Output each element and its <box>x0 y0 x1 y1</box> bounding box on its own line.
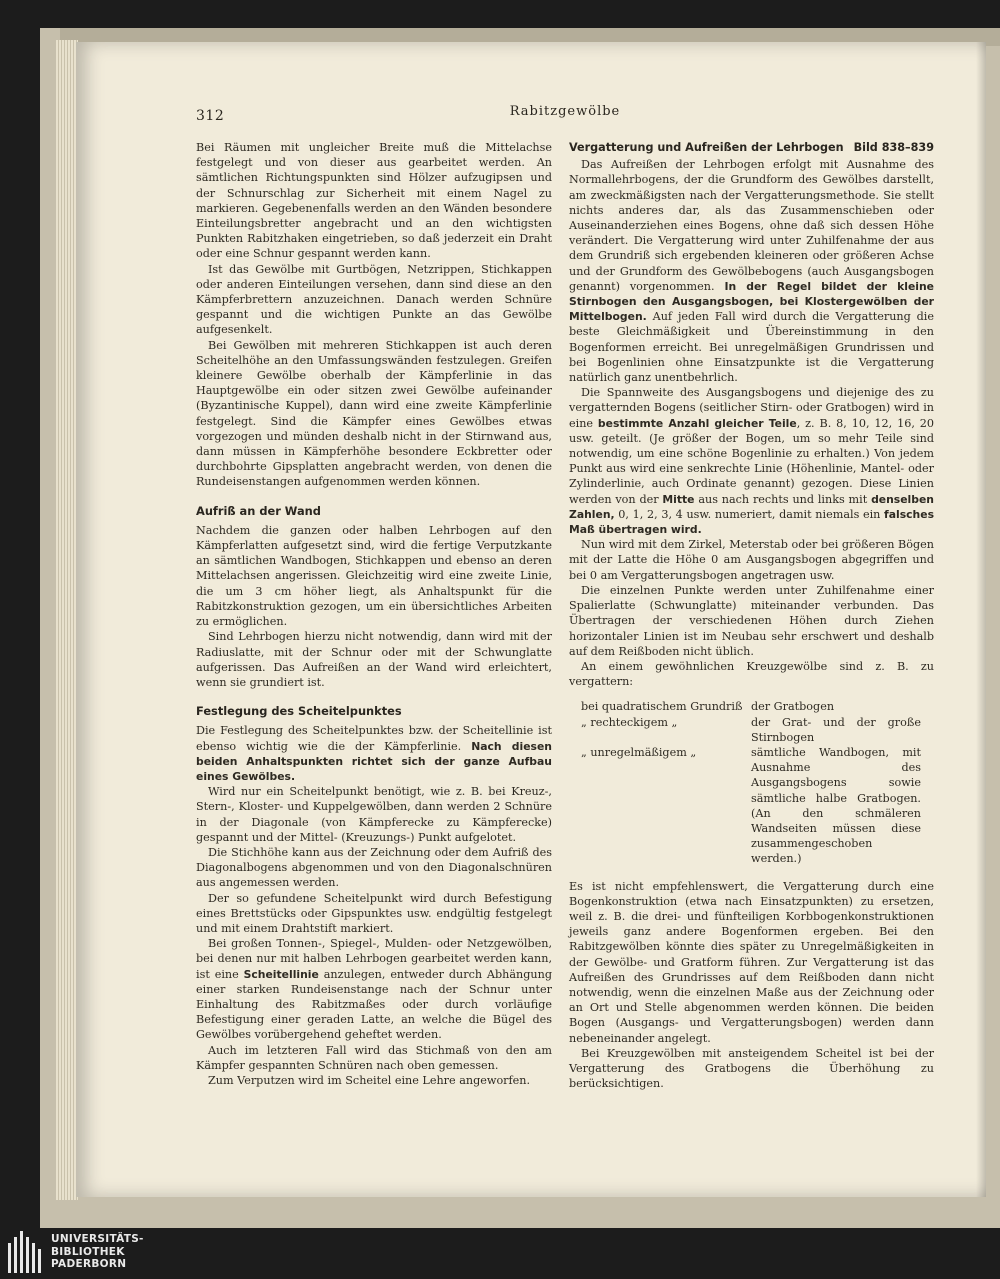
bold-text: In der Regel bildet der kleine Stirnbogen den Ausgangsbogen, bei Klostergewölben der Mittelbogen. <box>569 279 934 324</box>
paragraph: Sind Lehrbogen hierzu nicht notwendig, dann wird mit der Radiuslatte, mit der Schnur oder mit der Schwunglatte aufgerissen. Das Aufreißen an der Wand wird erleichtert, wenn sie grundiert ist. <box>196 630 552 689</box>
logo-line: UNIVERSITÄTS- <box>51 1233 144 1245</box>
paragraph: Ist das Gewölbe mit Gurtbögen, Netzrippen, Stichkappen oder anderen Einteilungen versehen, dann sind diese an den Kämpferbrettern anzuzeichnen. Danach werden Schnüre gespannt und die wichtigen Punkte an das Gewölbe aufgesenkelt. <box>196 262 552 337</box>
library-logo-text <box>51 1233 144 1271</box>
vergatterung-list <box>581 699 921 866</box>
paragraph: An einem gewöhnlichen Kreuzgewölbe sind z. B. zu vergattern: <box>569 659 934 689</box>
section-heading: Vergatterung und Aufreißen der Lehrbogen <box>569 141 844 154</box>
paragraph: Der so gefundene Scheitelpunkt wird durch Befestigung eines Brettstücks oder Gipspunktes usw. endgültig festgelegt und mit einem Drahtstift markiert. <box>196 891 552 935</box>
list-value: der Gratbogen <box>751 700 835 714</box>
paragraph: Zum Verputzen wird im Scheitel eine Lehre angeworfen. <box>208 1073 531 1087</box>
section-heading: Aufriß an der Wand <box>196 503 321 518</box>
paragraph <box>569 157 934 385</box>
text-run: , z. B. 8, 10, 12, 16, 20 usw. geteilt. (Je größer der Bogen, um so mehr Teile sind notwendig, um eine schöne Bogenlinie zu erhalten.) Von jedem Punkt aus wird eine senkrechte Linie (Höhenlinie, Mantel- oder Zylinderlinie, auch Ordinate genannt) gezogen. Diese Linien werden von der <box>569 416 935 506</box>
library-logo <box>6 1231 146 1275</box>
list-label: „ rechteckigem „ <box>581 715 678 729</box>
text-run: Die Festlegung des Scheitelpunktes bzw. der Scheitellinie ist ebenso wichtig wie die der Kämpferlinie. <box>196 724 552 753</box>
list-label: bei quadratischem Grundriß <box>581 700 743 714</box>
list-item <box>581 745 921 867</box>
paragraph <box>196 936 552 1042</box>
section-heading-row <box>569 140 934 155</box>
bold-text: denselben Zahlen, <box>569 492 934 521</box>
paragraph: Es ist nicht empfehlenswert, die Vergatterung durch eine Bogenkonstruktion (etwa nach Einsatzpunkten) zu ersetzen, weil z. B. die drei- und fünfteiligen Korbbogenkonstruktionen jeweils ganz andere Bogenformen ergeben. Bei den Rabitzgewölben könnte dies später zu Unregelmäßigkeiten in der Gewölbe- und Gratform führen. Zur Vergatterung ist das Aufreißen des Grundrisses auf dem Reißboden dann nicht notwendig, wenn die einzelnen Maße aus der Zeichnung oder an Ort und Stelle abgenommen werden können. Die beiden Bogen (Ausgangs- und Vergatterungsbogen) werden dann nebeneinander angelegt. <box>569 879 934 1045</box>
paragraph: Nun wird mit dem Zirkel, Meterstab oder bei größeren Bögen mit der Latte die Höhe 0 am Ausgangsbogen abgegriffen und bei 0 am Vergatterungsbogen angetragen usw. <box>569 538 934 582</box>
text-run: Auf jeden Fall wird durch die Vergatterung die beste Gleichmäßigkeit und Übereinstimmung in den Bogenformen erreicht. Bei unregelmäßigen Grundrissen und bei Bogenlinien ohne Einsatzpunkte ist die Vergatterung natürlich ganz unentbehrlich. <box>569 310 934 385</box>
text-run: 0, 1, 2, 3, 4 usw. numeriert, damit niemals ein <box>614 507 885 521</box>
logo-line: PADERBORN <box>51 1258 127 1271</box>
page-shadow <box>976 42 986 1197</box>
text-run: Die Spannweite des Ausgangsbogens und diejenige des zu vergatternden Bogens (seitlicher Stirn- oder Gratbogen) wird in eine <box>569 386 934 430</box>
paragraph <box>569 385 934 537</box>
section-heading: Festlegung des Scheitelpunktes <box>196 704 402 719</box>
text-run: anzulegen, entweder durch Abhängung einer starken Rundeisenstange nach der Schnur unter Einhaltung des Rabitzmaßes oder durch vorläufige Befestigung einer geraden Latte, an welche die Bügel des Gewölbes vorübergehend geheftet werden. <box>196 967 552 1042</box>
paragraph: Die Stichhöhe kann aus der Zeichnung oder dem Aufriß des Diagonalbogens abgenommen und von den Diagonalschnüren aus angemessen werden. <box>196 845 552 890</box>
page-number: 312 <box>196 108 225 124</box>
list-label: „ unregelmäßigem „ <box>581 745 697 759</box>
paragraph <box>196 723 552 784</box>
paragraph: Nachdem die ganzen oder halben Lehrbogen auf den Kämpferlatten aufgesetzt sind, wird die fertige Verputzkante an sämtlichen Wandbogen, Stichkappen und ebenso an deren Mittelachsen angerissen. Gleichzeitig wird eine zweite Linie, die um 3 cm höher liegt, als Anhaltspunkt für die Rabitzkonstruktion gezogen, um ein übersichtliches Arbeiten zu ermöglichen. <box>196 523 552 629</box>
text-run: Das Aufreißen der Lehrbogen erfolgt mit Ausnahme des Normallehrbogens, der die Grundform des Gewölbes darstellt, am zweckmäßigsten nach der Vergatterungsmethode. Sie stellt nichts anderes dar, als das Zusammenschieben oder Auseinanderziehen eines Bogens, ohne daß sich dessen Höhe verändert. Die Vergatterung wird unter Zuhilfenahme der aus dem Grundriß sich ergebenden kleineren oder größeren Achse und der Grundform des Gewölbebogens (auch Ausgangsbogen genannt) vorgenommen. <box>569 158 934 293</box>
page-edges <box>56 40 78 1200</box>
library-logo-icon <box>6 1231 46 1275</box>
list-item <box>581 715 921 745</box>
paragraph: Auch im letzteren Fall wird das Stichmaß von den am Kämpfer gespannten Schnüren nach oben gemessen. <box>196 1043 552 1072</box>
text-run: aus nach rechts und links mit <box>694 492 872 506</box>
list-value: der Grat- und der große Stirnbogen <box>751 715 921 744</box>
list-item <box>581 699 921 714</box>
page-header <box>196 104 934 128</box>
bold-text: Nach diesen beiden Anhaltspunkten richtet sich der ganze Aufbau eines Gewölbes. <box>196 739 552 783</box>
figure-reference: Bild 838–839 <box>853 141 934 154</box>
bold-text: Mitte <box>662 492 695 506</box>
text-run: Bei großen Tonnen-, Spiegel-, Mulden- oder Netzgewölben, bei denen nur mit halben Lehrbogen gearbeitet werden kann, ist eine <box>196 937 552 981</box>
logo-line: BIBLIOTHEK <box>51 1245 125 1258</box>
right-column <box>569 140 934 1091</box>
bold-text: Scheitellinie <box>243 967 319 981</box>
paragraph: Wird nur ein Scheitelpunkt benötigt, wie z. B. bei Kreuz-, Stern-, Kloster- und Kuppelgewölben, dann werden 2 Schnüre in der Diagonale (von Kämpferecke zu Kämpferecke) gespannt und der Mittel- (Kreuzungs-) Punkt aufgelotet. <box>196 785 552 844</box>
left-column <box>196 140 552 1088</box>
bold-text: bestimmte Anzahl gleicher Teile <box>597 416 797 430</box>
paragraph: Bei Räumen mit ungleicher Breite muß die Mittelachse festgelegt und von dieser aus gearbeitet werden. An sämtlichen Richtungspunkten sind Hölzer aufzugipsen und der Schnurschlag zur Sicherheit mit einem Nagel zu markieren. Gegebenenfalls werden an den Wänden besondere Einteilungsbretter angebracht und an den wichtigsten Punkten Rabitzhaken eingetrieben, so daß jederzeit ein Draht oder eine Schnur gespannt werden kann. <box>196 141 552 261</box>
paragraph: Bei Kreuzgewölben mit ansteigendem Scheitel ist bei der Vergatterung des Gratbogens die Überhöhung zu berücksichtigen. <box>569 1046 934 1091</box>
paragraph: Bei Gewölben mit mehreren Stichkappen ist auch deren Scheitelhöhe an den Umfassungswänden festzulegen. Greifen kleinere Gewölbe oberhalb der Kämpferlinie in das Hauptgewölbe ein oder sitzen zwei Gewölbe aufeinander (Byzantinische Kuppel), dann wird eine zweite Kämpferlinie festgelegt. Sind die Kämpfer eines Gewölbes etwas vorgezogen und münden deshalb nicht in der Stirnwand aus, dann müssen in Kämpferhöhe besondere Eckbretter oder durchbohrte Gipsplatten angebracht werden, von denen die Rundeisenstangen aufgenommen werden können. <box>196 338 552 489</box>
paragraph: Die einzelnen Punkte werden unter Zuhilfenahme einer Spalierlatte (Schwunglatte) miteinander verbunden. Das Übertragen der verschiedenen Höhen durch Ziehen horizontaler Linien ist im Neubau sehr erschwert und deshalb auf dem Reißboden nicht üblich. <box>569 583 934 658</box>
running-title: Rabitzgewölbe <box>509 104 621 119</box>
list-value: sämtliche Wandbogen, mit Ausnahme des Ausgangsbogens sowie sämtliche halbe Gratbogen. (An den schmäleren Wandseiten müssen diese zusammengeschoben werden.) <box>751 745 921 866</box>
bold-text: falsches Maß übertragen wird. <box>569 507 934 537</box>
